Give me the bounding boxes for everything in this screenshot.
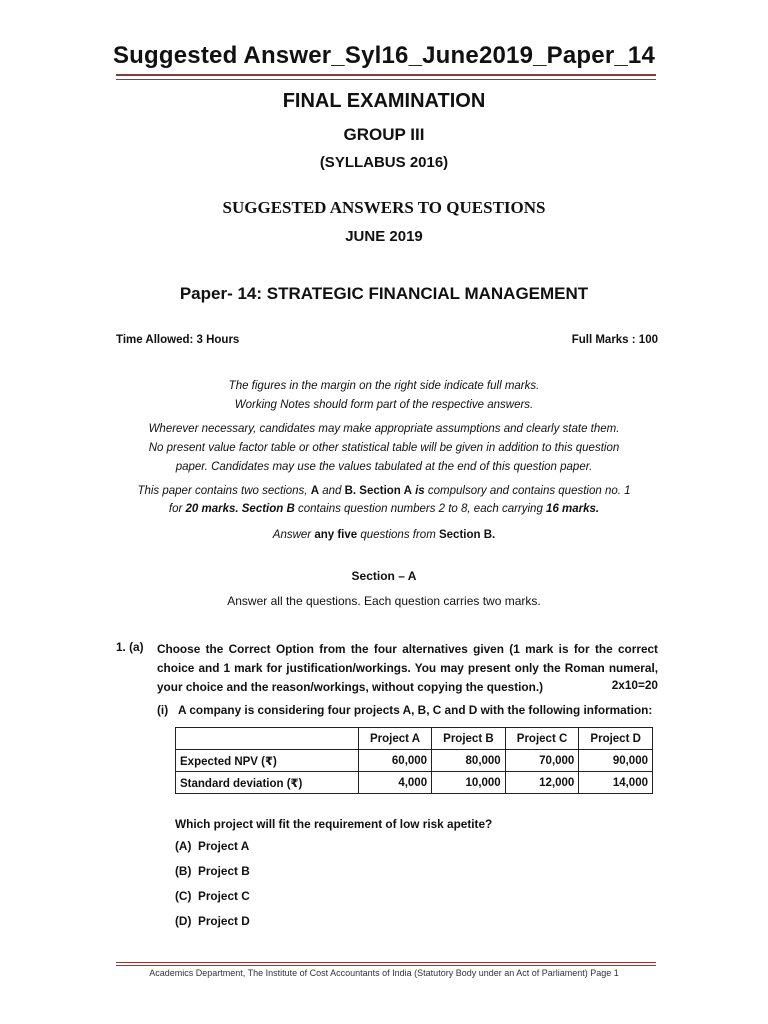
option-label: (D) [175,914,192,928]
full-marks: Full Marks : 100 [571,334,658,346]
table-row-label: Standard deviation (₹) [176,772,359,794]
table-row-label: Expected NPV (₹) [176,750,359,772]
option-label: (B) [175,864,192,878]
sub-question [157,703,652,717]
instruction-sections [0,482,768,501]
table-header-cell: Project D [579,728,653,750]
table-cell: 14,000 [579,772,653,794]
text-run: contains question numbers 2 to 8, each carrying [294,503,547,515]
table-row [176,772,653,794]
instruction-line: No present value factor table or other statistical table will be given in addition to this question [148,442,620,454]
instruction-line: paper. Candidates may use the values tabulated at the end of this question paper. [175,461,593,473]
text-run: and [319,485,345,497]
text-run-bold: 16 marks. [546,503,600,515]
text-run: This paper contains two sections, [137,485,311,497]
option-text: Project B [197,864,250,878]
text-run: Answer [272,529,315,541]
session-title: JUNE 2019 [345,228,423,245]
text-run: questions from [357,529,439,541]
text-run-bold: B. Section A [344,485,412,497]
option-label: (A) [175,839,192,853]
table-header-cell: Project B [432,728,506,750]
text-run-bold: is [411,485,425,497]
table-cell: 80,000 [432,750,506,772]
instruction-answer-five [0,526,768,545]
table-cell: 90,000 [579,750,653,772]
question-number: 1. (a) [116,640,144,654]
syllabus-title: (SYLLABUS 2016) [319,154,449,171]
footer-rule-thin [116,965,656,966]
exam-title: FINAL EXAMINATION [282,90,486,112]
instruction-marks [0,500,768,519]
time-allowed: Time Allowed: 3 Hours [116,334,240,346]
text-run-bold: any five [314,529,358,541]
suggested-answers-title: SUGGESTED ANSWERS TO QUESTIONS [222,198,546,217]
group-title: GROUP III [343,125,425,144]
text-run-bold: 20 marks. Section B [185,503,295,515]
question-text: Choose the Correct Option from the four alternatives given (1 mark is for the correct choice and 1 mark for justification/workings. You may present only the Roman numeral, your choice and the reason/workings, without copying the question.) [157,642,658,694]
text-run-bold: A [310,485,319,497]
footer-rule [116,962,656,963]
table-header-cell: Project A [359,728,432,750]
option-text: Project C [197,889,250,903]
table-cell: 12,000 [505,772,579,794]
page-footer: Academics Department, The Institute of Cost Accountants of India (Statutory Body under an Act of Parliament) Page 1 [149,968,619,978]
table-cell: 4,000 [359,772,432,794]
table-cell: 10,000 [432,772,506,794]
sub-question-label: (i) [157,703,169,717]
option-c [175,889,250,903]
question-ask: Which project will fit the requirement of low risk apetite? [175,817,493,831]
text-run: for [168,503,186,515]
text-run: compulsory and contains question no. 1 [424,485,631,497]
projects-table [175,727,653,794]
header-rule [116,74,656,76]
question-marks: 2x10=20 [611,678,658,692]
section-a-title: Section – A [351,569,417,583]
instruction-line: Wherever necessary, candidates may make appropriate assumptions and clearly state them. [148,423,620,435]
table-header-cell: Project C [505,728,579,750]
option-text: Project D [197,914,250,928]
header-rule-thin [116,79,656,80]
option-b [175,864,250,878]
sub-question-text: A company is considering four projects A, B, C and D with the following information: [177,703,653,717]
table-header-row [176,728,653,750]
option-a [175,839,249,853]
instruction-line: Working Notes should form part of the respective answers. [234,399,534,411]
text-run-bold: Section B. [438,529,496,541]
paper-title: Paper- 14: STRATEGIC FINANCIAL MANAGEMENT [179,284,589,303]
document-header-title: Suggested Answer_Syl16_June2019_Paper_14 [112,42,656,69]
table-row [176,750,653,772]
table-cell: 70,000 [505,750,579,772]
instruction-line: The figures in the margin on the right side indicate full marks. [228,380,540,392]
table-cell: 60,000 [359,750,432,772]
option-label: (C) [175,889,192,903]
option-d [175,914,250,928]
option-text: Project A [197,839,250,853]
table-header-cell [176,728,359,750]
section-a-subtitle: Answer all the questions. Each question carries two marks. [227,594,541,608]
